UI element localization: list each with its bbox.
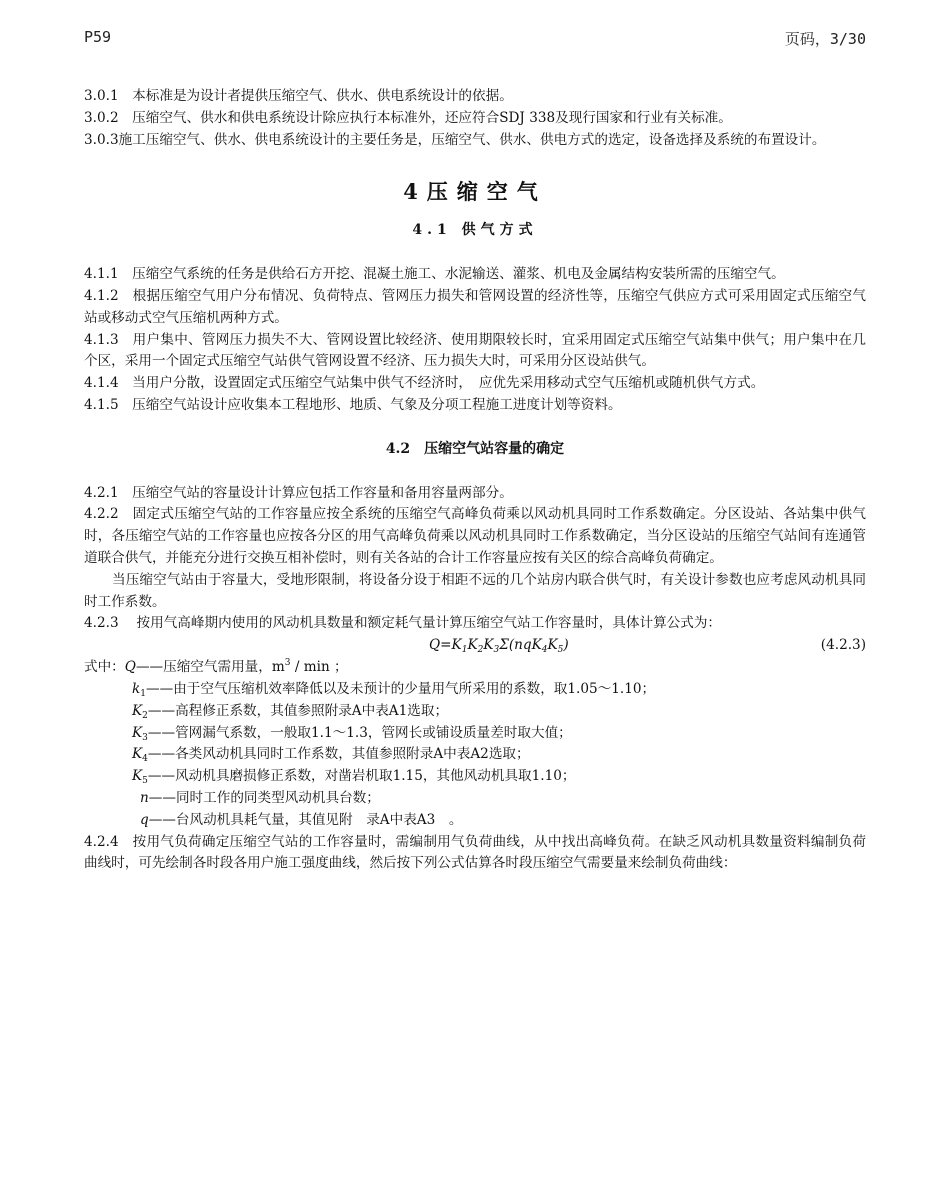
def-q: 式中：Q——压缩空气需用量，$m^3$ / min ； [84,658,348,676]
clause-4-1-5: 4.1.5 压缩空气站设计应收集本工程地形、地质、气象及分项工程施工进度计划等资料。 [84,396,622,413]
formula-number: (4.2.3) [820,637,866,654]
clause-4-1-4: 4.1.4 当用户分散，设置固定式压缩空气站集中供气不经济时， 应优先采用移动式空气压缩机或随机供气方式。 [84,375,765,392]
clause-3-0-3: 3.0.3施工压缩空气、供水、供电系统设计的主要任务是，压缩空气、供水、供电方式的选定，设备选择及系统的布置设计。 [84,131,826,148]
def-k2: $K_2——$高程修正系数，其值参照附录A中表A1选取； [132,702,449,721]
def-n: n——同时工作的同类型风动机具台数； [140,789,380,806]
def-k4: $K_4——$各类风动机具同时工作系数，其值参照附录A中表A2选取； [132,746,530,765]
clause-4-2-2: 4.2.2 固定式压缩空气站的工作容量应按全系统的压缩空气高峰负荷乘以风动机具同时工作系数确定。分区设站、各站集中供气时，各压缩空气站的工作容量也应按各分区的用气高峰负荷乘以风动机具同时工作系数确定，当分区设站的压缩空气站间有连通管道联合供气，并能充分进行交换互相补偿时，则有关各站的合计工作容量应按有关区的综合高峰负荷确定。 [84,506,866,566]
def-q-consumption: q——台风动机具耗气量，其值见附 录A中表A3 。 [140,811,463,828]
clause-4-1-1: 4.1.1 压缩空气系统的任务是供给石方开挖、混凝土施工、水泥输送、灌浆、机电及金属结构安装所需的压缩空气。 [84,266,785,283]
formula-4-2-3 [84,635,866,657]
page-number: 页码，3/30 [784,30,866,48]
formula-expression: $Q=K_1K_2K_3\Sigma(nqK_4K_5)$ [429,637,569,656]
section-4-1-title: 4.1 供气方式 [412,222,538,239]
variable-definitions [84,657,866,831]
clause-4-2-2-note: 当压缩空气站由于容量大，受地形限制，将设备分设于相距不远的几个站房内联合供气时，有关设计参数也应考虑风动机具同时工作系数。 [84,571,866,610]
chapter-title: 4压缩空气 [403,179,547,205]
clause-3-0-2: 3.0.2 压缩空气、供水和供电系统设计除应执行本标准外，还应符合SDJ 338及现行国家和行业有关标准。 [84,109,732,126]
def-k5: $K_5——$风动机具磨损修正系数，对凿岩机取1.15，其他风动机具取1.10； [132,768,576,787]
document-body [84,86,866,875]
def-k3: $K_3——$管网漏气系数，一般取1.1～1.3，管网长或铺设质量差时取大值； [132,724,572,743]
clause-4-1-3: 4.1.3 用户集中、管网压力损失不大、管网设置比较经济、使用期限较长时，宜采用固定式压缩空气站集中供气；用户集中在几个区，采用一个固定式压缩空气站供气管网设置不经济、压力损失大时，可采用分区设站供气。 [84,331,866,370]
clause-4-2-3: 4.2.3 按用气高峰期内使用的风动机具数量和额定耗气量计算压缩空气站工作容量时，具体计算公式为： [84,615,722,632]
section-4-2-title: 4.2 压缩空气站容量的确定 [385,440,565,457]
clause-3-0-1: 3.0.1 本标准是为设计者提供压缩空气、供水、供电系统设计的依据。 [84,88,513,104]
clause-4-2-1: 4.2.1 压缩空气站的容量设计计算应包括工作容量和备用容量两部分。 [84,484,513,501]
clause-4-2-4: 4.2.4 按用气负荷确定压缩空气站的工作容量时，需编制用气负荷曲线，从中找出高峰负荷。在缺乏风动机具数量资料编制负荷曲线时，可先绘制各时段各用户施工强度曲线，然后按下列公式估算各时段压缩空气需要量来绘制负荷曲线： [84,833,866,872]
page-code: P59 [84,28,112,46]
def-k1: $k_1——$由于空气压缩机效率降低以及未预计的少量用气所采用的系数，取1.05～1.10； [132,680,656,699]
clause-4-1-2: 4.1.2 根据压缩空气用户分布情况、负荷特点、管网压力损失和管网设置的经济性等，压缩空气供应方式可采用固定式压缩空气站或移动式空气压缩机两种方式。 [84,287,866,326]
